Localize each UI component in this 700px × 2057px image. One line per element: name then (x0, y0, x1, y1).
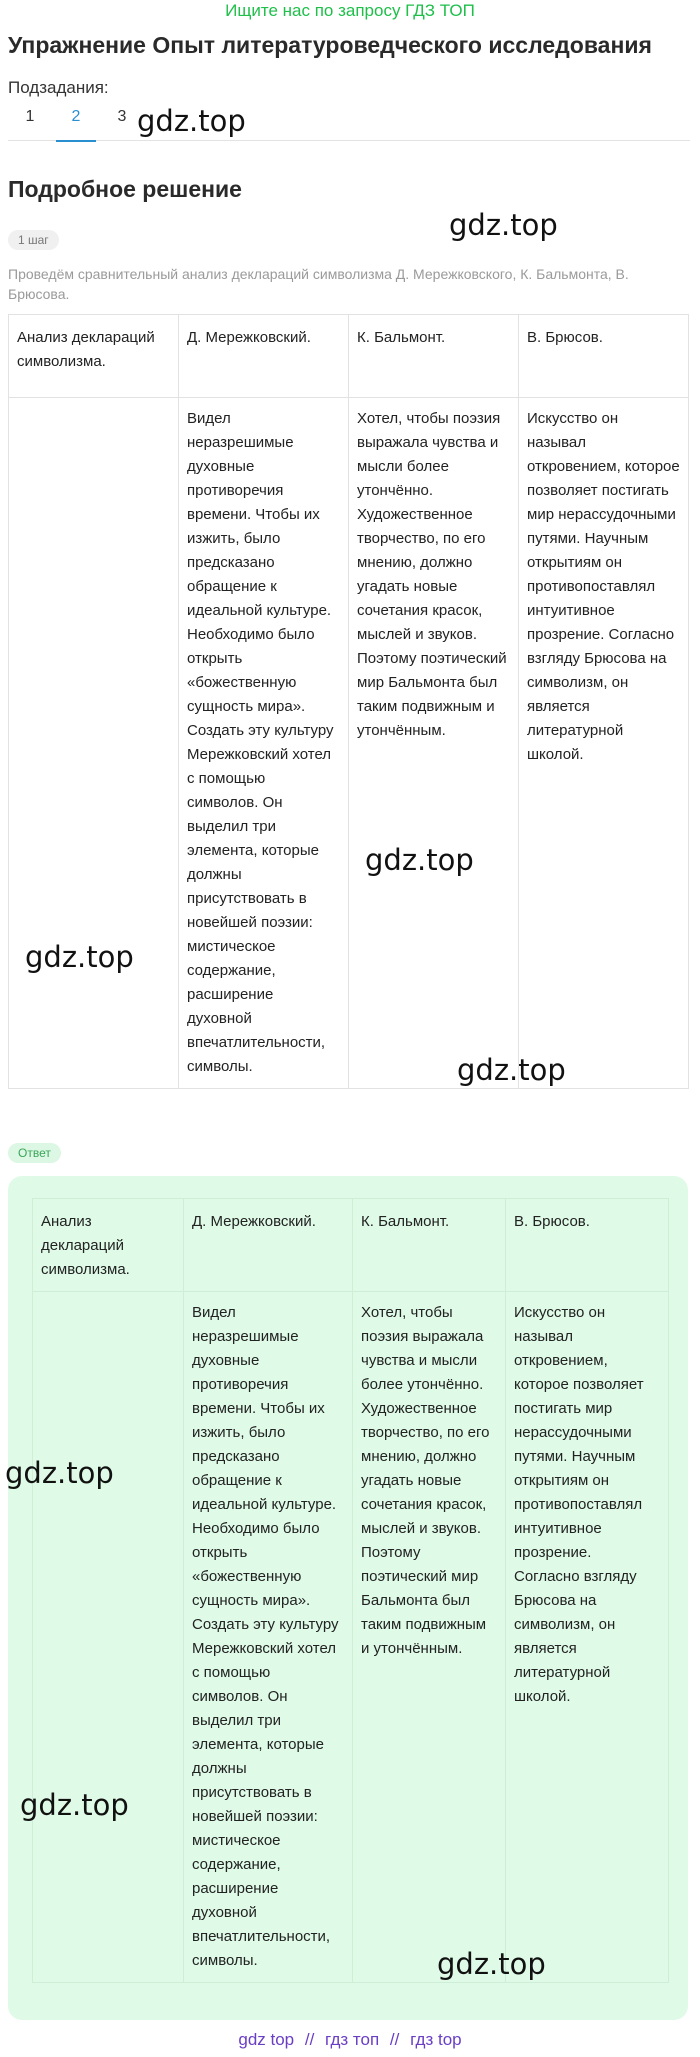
step-description: Проведём сравнительный анализ деклараций символизма Д. Мережковского, К. Бальмонта, В. Брюсова. (8, 266, 629, 302)
header-cell-bryusov: В. Брюсов. (519, 315, 689, 398)
header-cell-analysis: Анализ деклараций символизма. (33, 1199, 184, 1292)
page-title: Упражнение Опыт литературоведческого исследования (8, 32, 652, 58)
footer-links (0, 2030, 700, 2050)
table-cell-bryusov: Искусство он называл откровением, которое позволяет постигать мир нерассудочными путями. Научным открытиям он противопоставлял интуитивное прозрение. Согласно взгляду Брюсова на символизм, он является литературной школой. (519, 398, 689, 1089)
header-cell-bryusov: В. Брюсов. (506, 1199, 669, 1292)
watermark: gdz.top (437, 1947, 546, 1981)
watermark: gdz.top (457, 1053, 566, 1087)
table-cell-bryusov: Искусство он называл откровением, которое позволяет постигать мир нерассудочными путями. Научным открытиям он противопоставлял интуитивное прозрение. Согласно взгляду Брюсова на символизм, он является литературной школой. (506, 1292, 669, 1983)
subtasks-label: Подзадания: (8, 78, 109, 97)
table-cell-merezhkovsky: Видел неразрешимые духовные противоречия времени. Чтобы их изжить, было предсказано обращение к идеальной культуре. Необходимо было открыть «божественную сущность мира». Создать эту культуру Мережковский хотел с помощью символов. Он выделил три элемента, которые должны присутствовать в новейшей поэзии: мистическое содержание, расширение духовной впечатлительности, символы. (184, 1292, 353, 1983)
tab-subtask-3[interactable]: 3 (117, 108, 127, 125)
footer-link-gdz-top-ru[interactable]: гдз топ (325, 2030, 380, 2049)
header-cell-balmont: К. Бальмонт. (349, 315, 519, 398)
answer-badge: Ответ (8, 1143, 61, 1163)
top-banner: Ищите нас по запросу ГДЗ ТОП (225, 1, 475, 20)
subtask-tabs (8, 104, 690, 141)
watermark: gdz.top (5, 1456, 114, 1490)
header-cell-analysis: Анализ деклараций символизма. (9, 315, 179, 398)
tab-subtask-1[interactable]: 1 (25, 108, 35, 125)
table-cell-empty (9, 398, 179, 1089)
table-cell-empty (33, 1292, 184, 1983)
watermark: gdz.top (449, 208, 558, 242)
step-badge: 1 шаг (8, 230, 59, 250)
header-cell-balmont: К. Бальмонт. (353, 1199, 506, 1292)
table-header-row (33, 1199, 669, 1292)
table-cell-balmont: Хотел, чтобы поэзия выражала чувства и мысли более утончённо. Художественное творчество, по его мнению, должно угадать новые сочетания красок, мыслей и звуков. Поэтому поэтический мир Бальмонта был таким подвижным и утончённым. (349, 398, 519, 1089)
table-row (9, 398, 689, 1089)
solution-title: Подробное решение (8, 176, 242, 202)
table-header-row (9, 315, 689, 398)
footer-link-gdz-top-mixed[interactable]: гдз top (410, 2030, 462, 2049)
watermark: gdz.top (365, 843, 474, 877)
header-cell-merezhkovsky: Д. Мережковский. (179, 315, 349, 398)
footer-link-gdz-top[interactable]: gdz top (238, 2030, 295, 2049)
table-row (33, 1292, 669, 1983)
watermark: gdz.top (25, 940, 134, 974)
watermark: gdz.top (20, 1788, 129, 1822)
footer-separator: // (304, 2030, 315, 2049)
tab-subtask-2[interactable]: 2 (56, 108, 96, 142)
answer-table (32, 1198, 669, 1983)
footer-separator: // (389, 2030, 400, 2049)
header-cell-merezhkovsky: Д. Мережковский. (184, 1199, 353, 1292)
watermark: gdz.top (137, 104, 246, 138)
table-cell-merezhkovsky: Видел неразрешимые духовные противоречия времени. Чтобы их изжить, было предсказано обращение к идеальной культуре. Необходимо было открыть «божественную сущность мира». Создать эту культуру Мережковский хотел с помощью символов. Он выделил три элемента, которые должны присутствовать в новейшей поэзии: мистическое содержание, расширение духовной впечатлительности, символы. (179, 398, 349, 1089)
answer-box (8, 1176, 688, 2020)
table-cell-balmont: Хотел, чтобы поэзия выражала чувства и мысли более утончённо. Художественное творчество, по его мнению, должно угадать новые сочетания красок, мыслей и звуков. Поэтому поэтический мир Бальмонта был таким подвижным и утончённым. (353, 1292, 506, 1983)
